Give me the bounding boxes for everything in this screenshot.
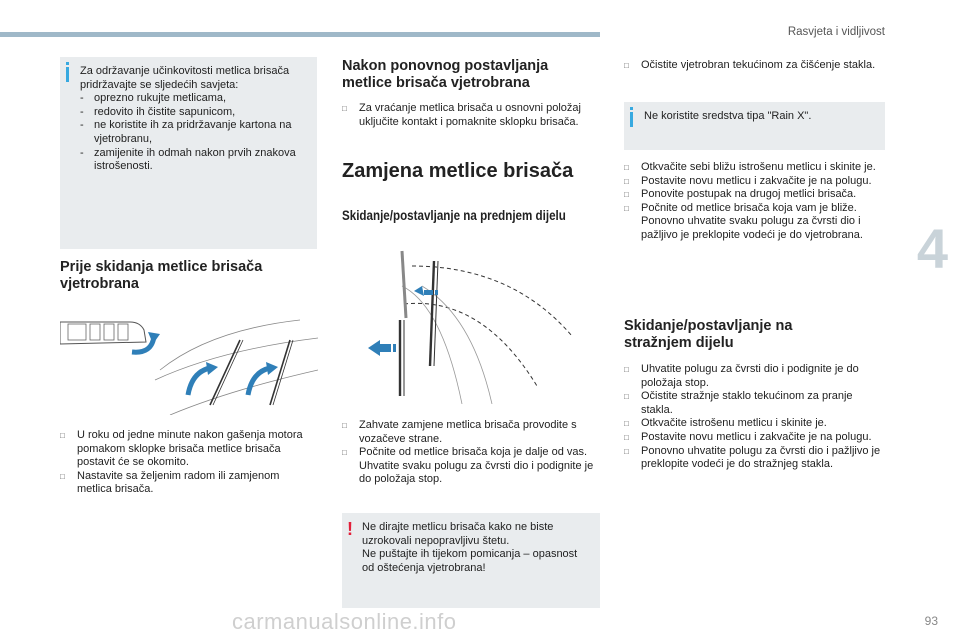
after-refit-steps bbox=[342, 102, 597, 129]
list-item: □ Postavite novu metlicu i zakvačite je na polugu. bbox=[624, 175, 886, 189]
list-item: □ Nastavite sa željenim radom ili zamjenom metlica brisača. bbox=[60, 470, 317, 497]
list-item: □ Otkvačite sebi bližu istrošenu metlicu i skinite je. bbox=[624, 161, 886, 175]
list-item: □ Očistite vjetrobran tekućinom za čišćenje stakla. bbox=[624, 59, 886, 73]
front-removal-steps bbox=[342, 419, 597, 487]
list-item: □ Zahvate zamjene metlica brisača provodite s vozačeve strane. bbox=[342, 419, 597, 446]
list-item: - oprezno rukujte metlicama, bbox=[80, 92, 309, 106]
page-title: Zamjena metlice brisača bbox=[342, 160, 574, 182]
watermark: carmanualsonline.info bbox=[232, 609, 457, 634]
info-box-list bbox=[80, 92, 309, 174]
warning-box bbox=[342, 513, 600, 608]
list-item: □ Uhvatite polugu za čvrsti dio i podignite je do položaja stop. bbox=[624, 363, 886, 390]
heading-after-refit: Nakon ponovnog postavljanja metlice brisača vjetrobrana bbox=[342, 58, 549, 91]
wiper-stalk-illustration bbox=[60, 310, 318, 415]
heading-before-removal: Prije skidanja metlice brisača vjetrobrana bbox=[60, 259, 263, 292]
warning-text: Ne dirajte metlicu brisača kako ne biste uzrokovali nepopravljivu štetu. bbox=[362, 521, 554, 547]
info-box-advice bbox=[60, 57, 317, 249]
list-item: □ Za vraćanje metlica brisača u osnovni položaj uključite kontakt i pomaknite sklopku brisača. bbox=[342, 102, 597, 129]
list-item: - redovito ih čistite sapunicom, bbox=[80, 106, 309, 120]
info-icon bbox=[630, 112, 633, 127]
section-title: Rasvjeta i vidljivost bbox=[787, 26, 885, 38]
info-box-rainx bbox=[624, 102, 885, 150]
warning-icon: ! bbox=[347, 519, 353, 539]
info-box-intro: Za održavanje učinkovitosti metlica brisača pridržavajte se sljedećih savjeta: bbox=[80, 65, 290, 91]
list-item: □ Postavite novu metlicu i zakvačite je na polugu. bbox=[624, 431, 886, 445]
cleaning-steps bbox=[624, 59, 886, 73]
page-number: 93 bbox=[924, 614, 938, 628]
list-item: - zamijenite ih odmah nakon prvih znakova istrošenosti. bbox=[80, 147, 309, 174]
info-icon bbox=[66, 67, 69, 82]
chapter-number: 4 bbox=[916, 217, 948, 280]
warning-text: Ne puštajte ih tijekom pomicanja – opasnost od oštećenja vjetrobrana! bbox=[362, 548, 578, 574]
list-item: □ U roku od jedne minute nakon gašenja motora pomakom sklopke brisača metlice brisača postavit će se okomito. bbox=[60, 429, 317, 470]
footer bbox=[0, 600, 960, 640]
list-item: □ Ponovite postupak na drugoj metlici brisača. bbox=[624, 188, 886, 202]
front-wiper-illustration bbox=[342, 246, 600, 404]
list-item: □ Počnite od metlice brisača koja vam je bliže. Ponovno uhvatite svaku polugu za čvrsti dio i pažljivo je preklopite vodeći je do vjetrobrana. bbox=[624, 202, 886, 243]
subheading-front: Skidanje/postavljanje na prednjem dijelu bbox=[342, 208, 566, 223]
header-rule bbox=[0, 32, 600, 37]
front-replacement-steps bbox=[624, 161, 886, 243]
info-text: Ne koristite sredstva tipa "Rain X". bbox=[644, 110, 812, 122]
list-item: □ Ponovno uhvatite polugu za čvrsti dio i pažljivo je preklopite vodeći je do stražnjeg stakla. bbox=[624, 445, 886, 472]
heading-rear: Skidanje/postavljanje na stražnjem dijelu bbox=[624, 318, 793, 351]
list-item: □ Očistite stražnje staklo tekućinom za pranje stakla. bbox=[624, 390, 886, 417]
list-item: □ Otkvačite istrošenu metlicu i skinite je. bbox=[624, 417, 886, 431]
before-removal-steps bbox=[60, 429, 317, 497]
list-item: □ Počnite od metlice brisača koja je dalje od vas. Uhvatite svaku polugu za čvrsti dio i podignite je do položaja stop. bbox=[342, 446, 597, 487]
rear-replacement-steps bbox=[624, 363, 886, 472]
list-item: - ne koristite ih za pridržavanje kartona na vjetrobranu, bbox=[80, 119, 309, 146]
